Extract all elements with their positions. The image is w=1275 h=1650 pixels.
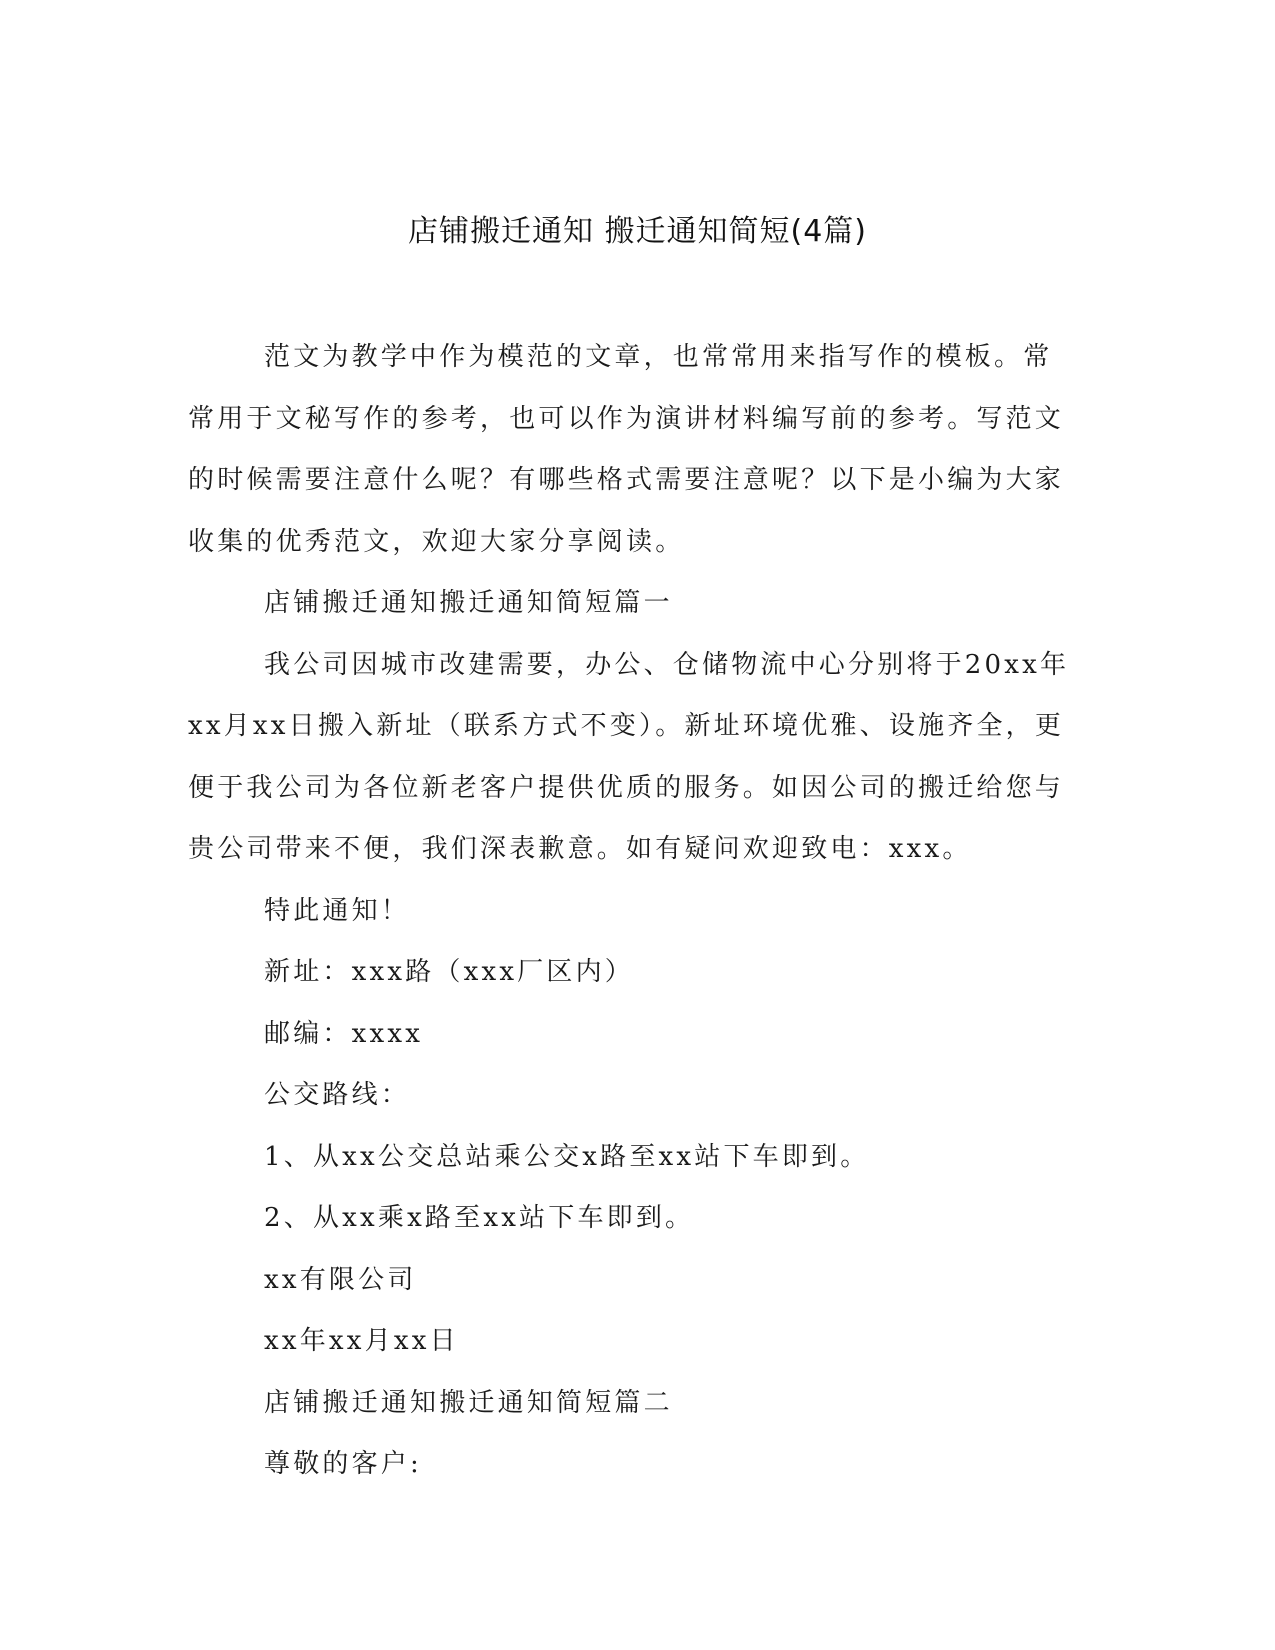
notice-paragraph: 我公司因城市改建需要，办公、仓储物流中心分别将于20xx年xx月xx日搬入新址（联系方式不变）。新址环境优雅、设施齐全，更便于我公司为各位新老客户提供优质的服务。如因公司的搬迁给您与贵公司带来不便，我们深表歉意。如有疑问欢迎致电：xxx。: [188, 649, 1070, 864]
salutation: 尊敬的客户:: [264, 1449, 422, 1479]
intro-paragraph: 范文为教学中作为模范的文章，也常常用来指写作的模板。常常用于文秘写作的参考，也可以作为演讲材料编写前的参考。写范文的时候需要注意什么呢？有哪些格式需要注意呢？以下是小编为大家收集的优秀范文，欢迎大家分享阅读。: [188, 342, 1065, 557]
notice-closing: 特此通知！: [264, 895, 411, 926]
company-signature: xx有限公司: [264, 1264, 417, 1295]
new-address: 新址：xxx路（xxx厂区内）: [264, 957, 634, 987]
section-heading-2: 店铺搬迁通知搬迁通知简短篇二: [264, 1387, 673, 1418]
signature-date: xx年xx月xx日: [264, 1326, 459, 1356]
document-body: [188, 327, 1078, 1496]
bus-route-1: 1、从xx公交总站乘公交x路至xx站下车即到。: [264, 1141, 870, 1172]
document-title: 店铺搬迁通知 搬迁通知简短(4篇): [407, 214, 868, 249]
bus-route-label: 公交路线：: [264, 1080, 411, 1110]
section-heading-1: 店铺搬迁通知搬迁通知简短篇一: [264, 588, 673, 618]
postal-code: 邮编：xxxx: [264, 1018, 424, 1049]
bus-route-2: 2、从xx乘x路至xx站下车即到。: [264, 1203, 695, 1233]
